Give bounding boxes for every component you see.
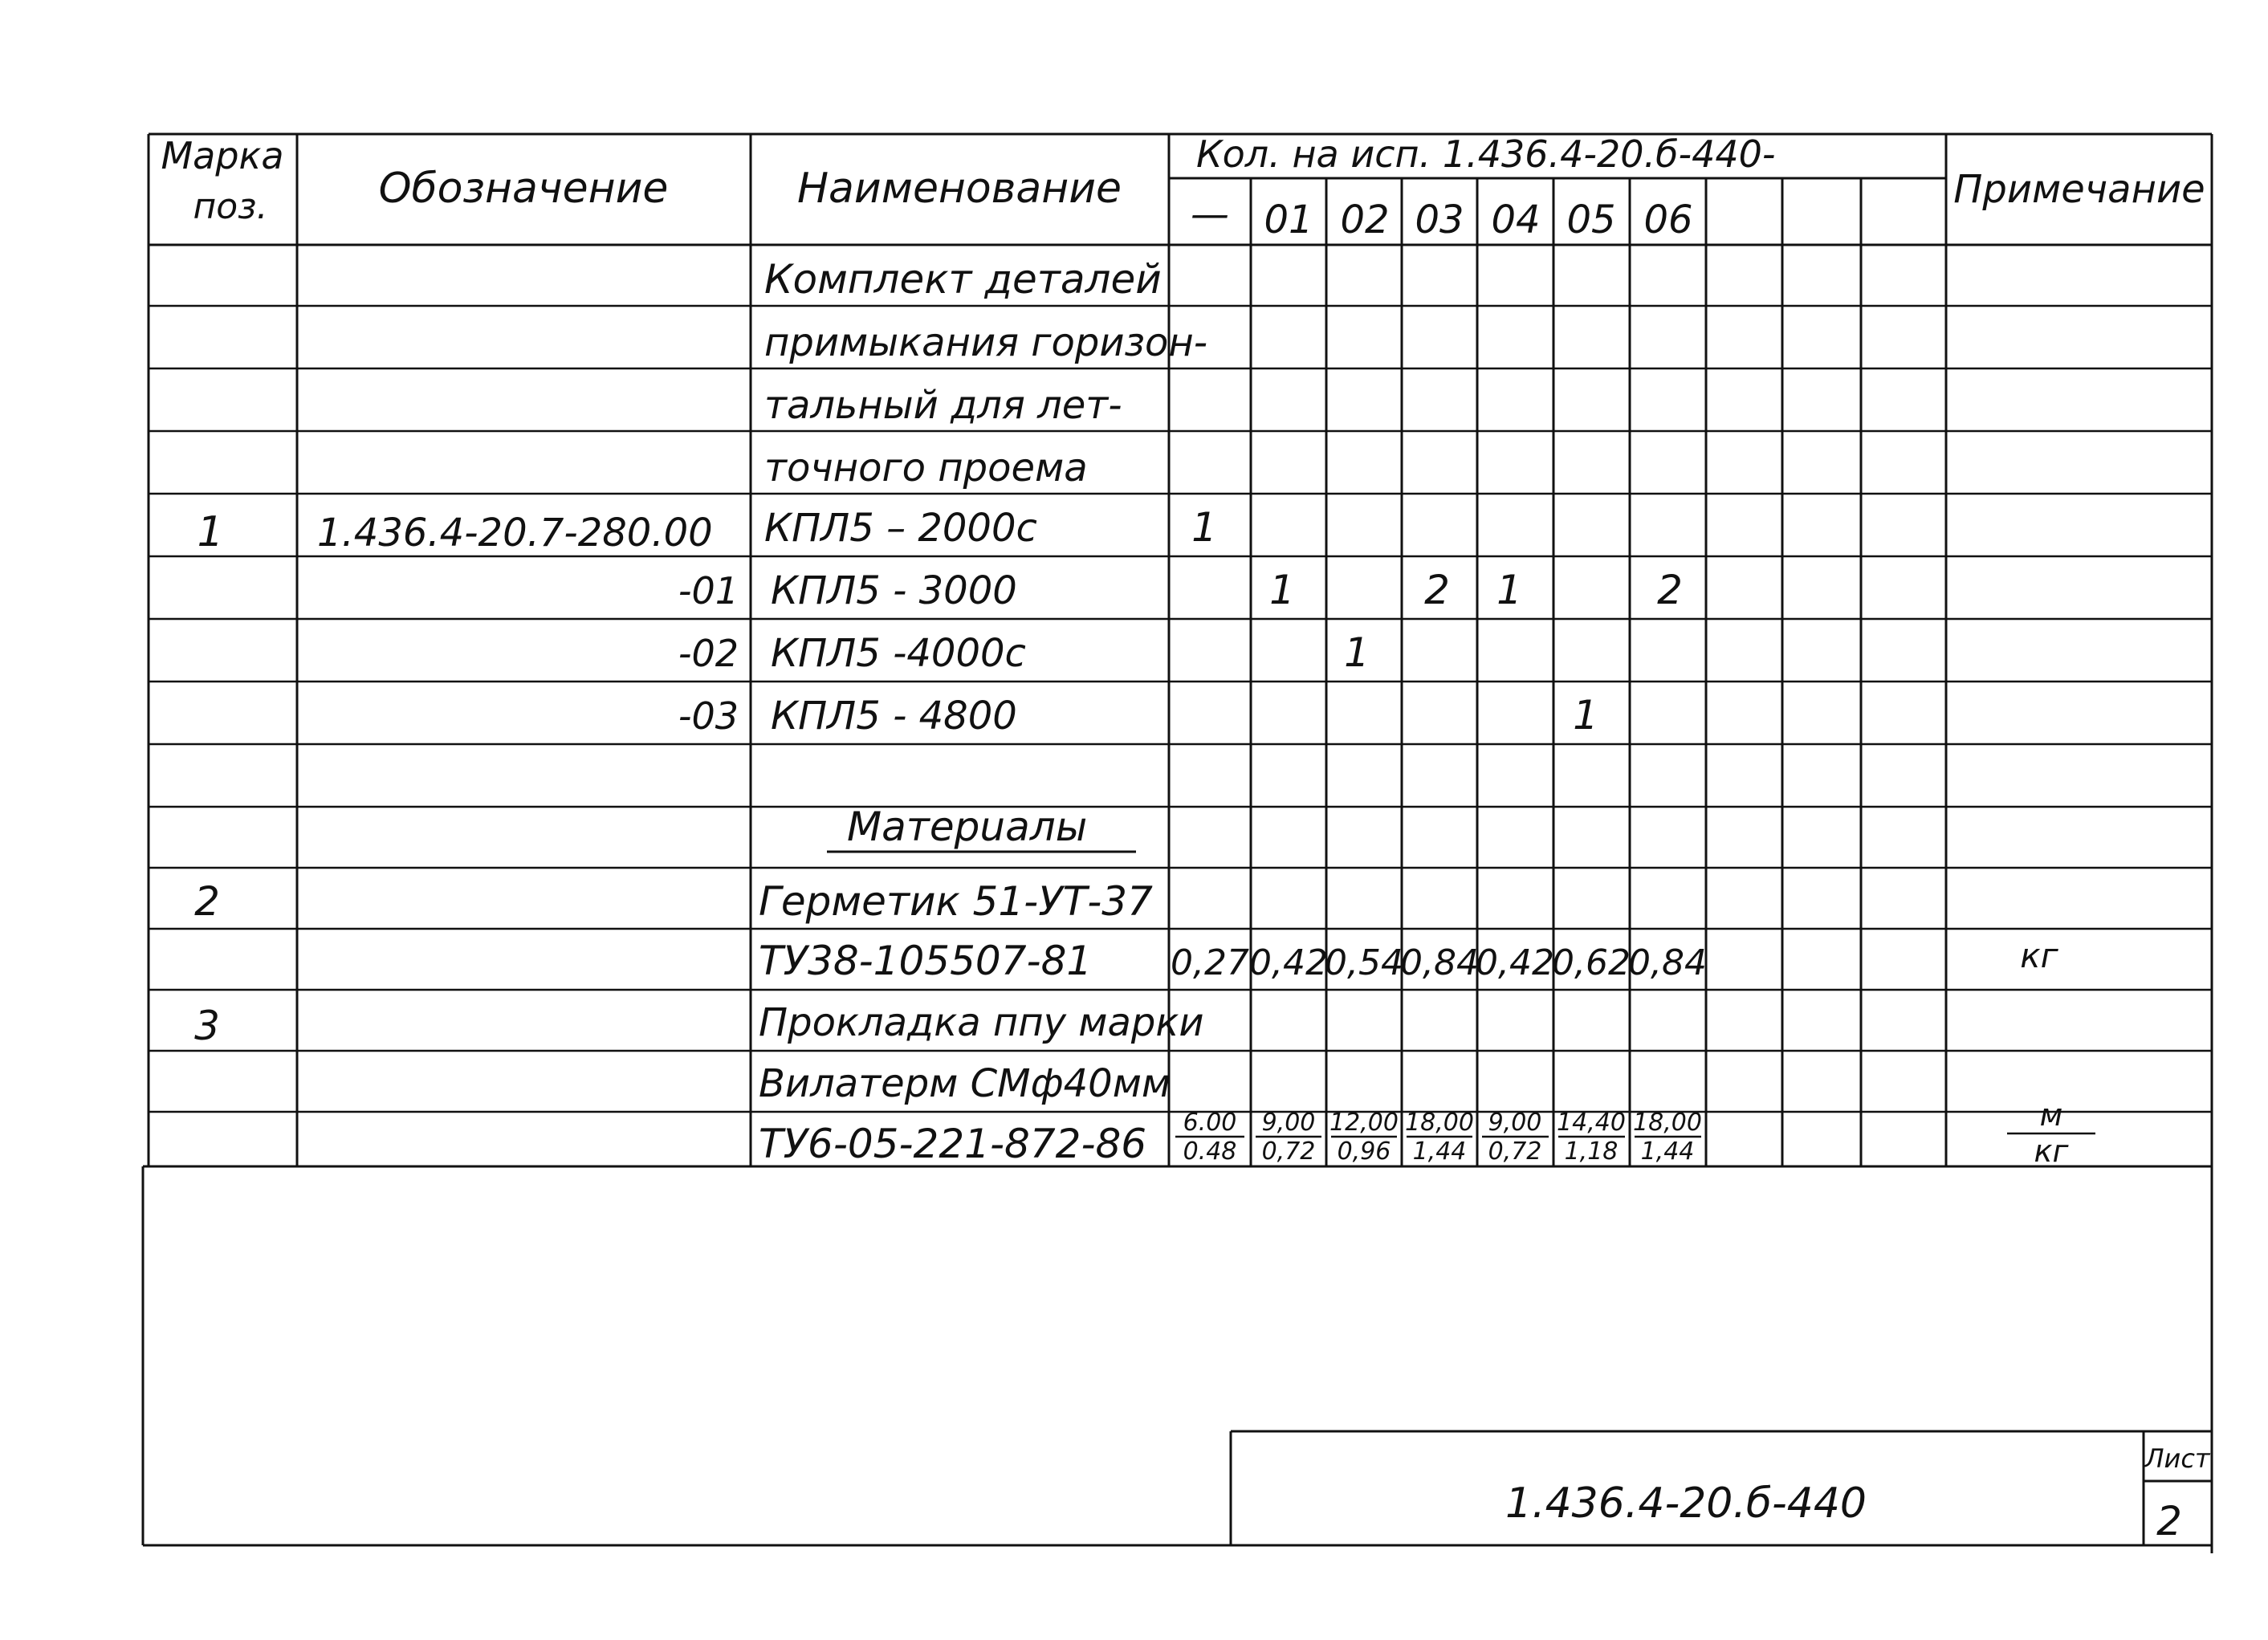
sheet-number: 2: [2156, 1498, 2182, 1544]
qty-cell: 1: [1191, 504, 1217, 551]
variant-header: 02: [1340, 197, 1390, 242]
materials-heading: Матерuалы: [847, 804, 1088, 850]
header-note: Примечание: [1953, 167, 2205, 212]
fraction-bottom: 0.48: [1183, 1137, 1237, 1166]
qty-cell: 0,62: [1552, 942, 1631, 983]
fraction-note-bottom: кг: [2034, 1133, 2069, 1169]
fraction-top: 9,00: [1488, 1109, 1542, 1137]
variant-header: 03: [1415, 197, 1464, 242]
row-mark: 2: [194, 878, 220, 925]
row-name: ТУ6-05-221-872-86: [759, 1121, 1147, 1167]
row-lines: [149, 306, 2212, 1112]
variant-headers: [1191, 192, 1693, 242]
row-name: Герметик 51-УТ-37: [759, 878, 1153, 925]
header-name: Наименование: [796, 165, 1122, 213]
fraction-top: 18,00: [1405, 1109, 1474, 1137]
qty-cell: 0,84: [1628, 942, 1707, 983]
name-column: [759, 256, 1207, 1167]
row-name: КПЛ5 - 3000: [771, 568, 1017, 613]
qty-cell: 0,42: [1249, 942, 1328, 983]
fraction-top: 14,40: [1557, 1109, 1626, 1137]
fraction-bottom: 0,72: [1261, 1137, 1316, 1166]
header-mark-line2: поз.: [193, 186, 268, 227]
row-name: Прокладка ппу марки: [759, 1000, 1204, 1045]
fraction-top: 9,00: [1261, 1109, 1316, 1137]
fraction-top: 6.00: [1183, 1109, 1237, 1137]
row-name: точного проема: [764, 446, 1088, 490]
qty-cell: 2: [1424, 567, 1450, 613]
row-mark: 1: [197, 508, 224, 556]
qty-cell: 1: [1269, 567, 1295, 613]
row-name: Комплект деталей: [764, 256, 1162, 303]
variant-header: 01: [1264, 197, 1313, 242]
row-name: КПЛ5 - 4800: [771, 694, 1017, 739]
fraction-bottom: 1,44: [1640, 1137, 1695, 1166]
header-mark-line1: Марка: [161, 134, 284, 177]
qty-cell: 1: [1496, 567, 1522, 613]
row-name: тальный для лет-: [764, 383, 1122, 428]
fraction-bottom: 1,18: [1564, 1137, 1619, 1166]
variant-header: —: [1191, 192, 1229, 237]
row-note: кг: [2020, 936, 2058, 975]
qty-cell: 0,42: [1476, 942, 1554, 983]
row-name: Вилатерм СМф40мм: [759, 1061, 1171, 1106]
qty-cell: 1: [1344, 629, 1370, 676]
row-name: ТУ38-105507-81: [759, 938, 1093, 984]
fraction-bottom: 0,72: [1488, 1137, 1542, 1166]
header-designation: Обозначение: [378, 165, 669, 213]
qty-cell: 1: [1573, 692, 1598, 739]
qty-cell: 0,54: [1325, 942, 1403, 983]
row-name: КПЛ5 – 2000с: [764, 506, 1037, 551]
sheet-label: Лист: [2144, 1443, 2210, 1474]
mark-column: [194, 508, 223, 1049]
fraction-bottom: 1,44: [1412, 1137, 1467, 1166]
title-code: 1.436.4-20.б-440: [1505, 1479, 1867, 1528]
row-mark: 3: [194, 1003, 220, 1049]
header-qty-title: Кол. на исп. 1.436.4-20.б-440-: [1196, 132, 1776, 176]
fraction-top: 18,00: [1633, 1109, 1702, 1137]
qty-cell: 0,84: [1400, 942, 1479, 983]
variant-header: 06: [1643, 197, 1693, 242]
row-name: КПЛ5 -4000с: [771, 631, 1026, 676]
qty-cell: 2: [1657, 567, 1683, 613]
fraction-bottom: 0,96: [1337, 1137, 1391, 1166]
row-designation: -03: [678, 694, 739, 738]
row-designation: -02: [678, 632, 739, 675]
fraction-top: 12,00: [1329, 1109, 1399, 1137]
row-name: примыкания горизон-: [764, 320, 1208, 365]
row-designation: 1.436.4-20.7-280.00: [317, 511, 713, 555]
variant-header: 05: [1566, 197, 1616, 242]
designation-column: [317, 511, 739, 738]
fraction-note-top: м: [2039, 1097, 2063, 1133]
variant-header: 04: [1491, 197, 1541, 242]
qty-cell: 0,27: [1171, 942, 1249, 983]
row-designation: -01: [678, 569, 739, 612]
